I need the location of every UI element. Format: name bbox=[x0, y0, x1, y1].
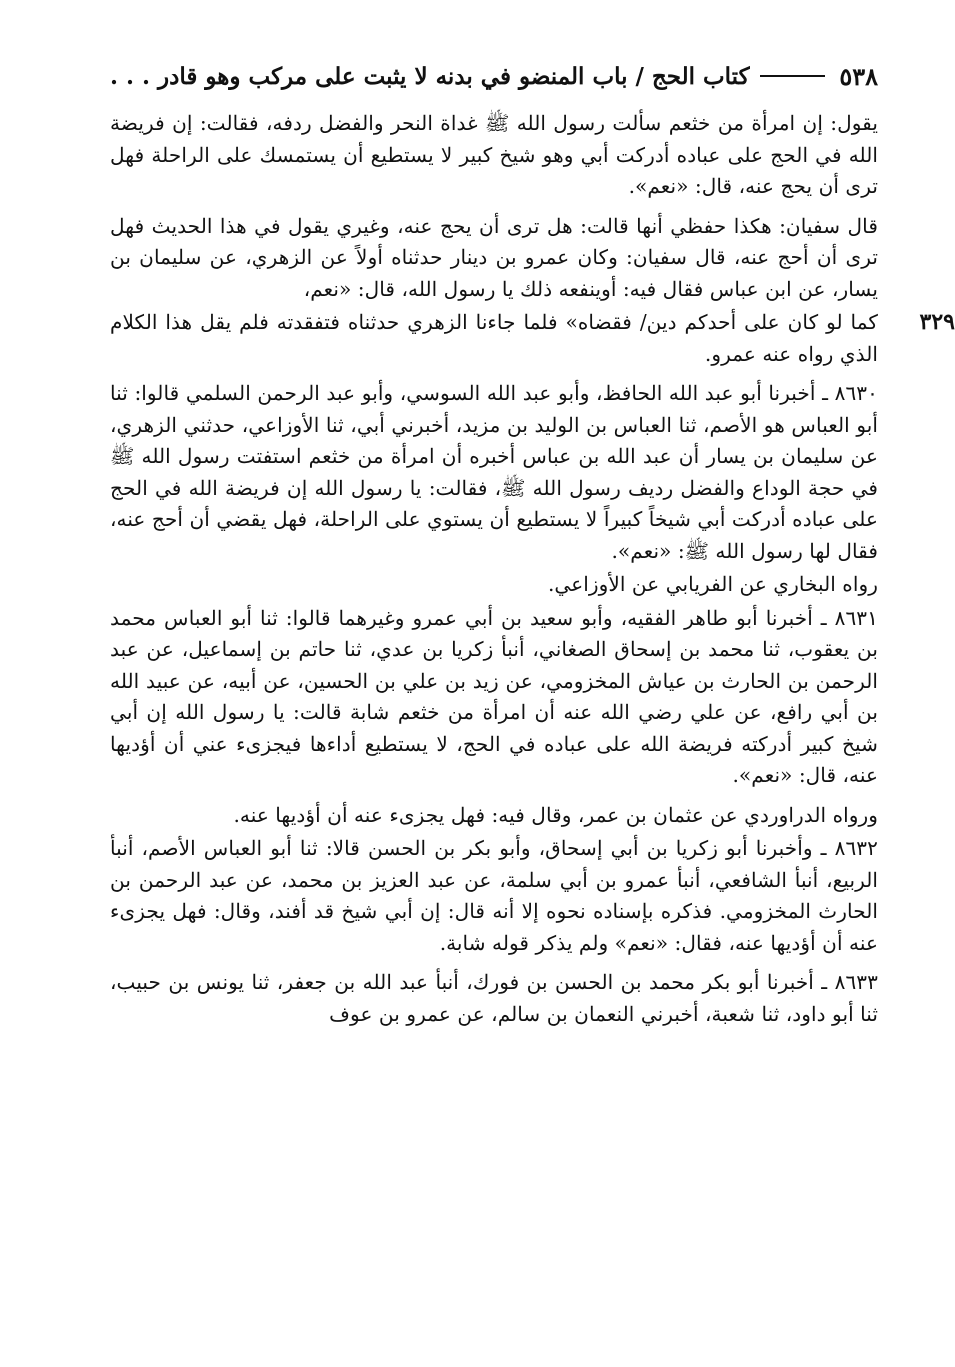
paragraph-1: يقول: إن امرأة من خثعم سألت رسول الله ﷺ غداة النحر والفضل ردفه، فقالت: إن فريضة الله في الحج على عباده أدركت أبي وهو شيخ كبير لا يستطيع أن يستمسك على الراحلة فهل ترى أن يحج عنه، قال: «نعم». bbox=[110, 111, 878, 198]
hadith-8631: ٨٦٣١ ـ أخبرنا أبو طاهر الفقيه، وأبو سعيد بن أبي عمرو وغيرهما قالوا: ثنا أبو العباس محمد بن يعقوب، ثنا محمد بن إسحاق الصغاني، أنبأ زكريا بن عدي، ثنا حاتم بن إسماعيل، عن عبد الرحمن بن الحارث بن عياش المخزومي، عن زيد بن علي بن الحسين، عن أبيه، عن عبيد الله بن أبي رافع، عن علي رضي الله عنه أن امرأة من خثعم شابة قالت: يا رسول الله إن أبي شيخ كبير أدركته فريضة الله على عباده في الحج، لا يستطيع أداءها فيجزىء عني أن أؤديها عنه، قال: «نعم». bbox=[110, 605, 878, 787]
hadith-8632: ٨٦٣٢ ـ وأخبرنا أبو زكريا بن أبي إسحاق، وأبو بكر بن الحسن قالا: ثنا أبو العباس الأصم، أنبأ الربيع، أنبأ الشافعي، أنبأ عمرو بن أبي سلمة، عن عبد العزيز بن محمد، عن عبد الرحمن بن الحارث المخزومي. فذكره بإسناده نحوه إلا أنه قال: إن أبي شيخ قد أفند، وقال: فهل يجزىء عنه أن أؤديها عنه، فقال: «نعم» ولم يذكر قوله شابة. bbox=[110, 836, 878, 955]
margin-page-reference: ٣٢٩ bbox=[919, 309, 955, 335]
hadith-8633: ٨٦٣٣ ـ أخبرنا أبو بكر محمد بن الحسن بن فورك، أنبأ عبد الله بن جعفر، ثنا يونس بن حبيب، ثنا أبو داود، ثنا شعبة، أخبرني النعمان بن سالم، عن عمرو بن عوف bbox=[110, 970, 878, 1026]
paragraph-2: قال سفيان: هكذا حفظي أنها قالت: هل ترى أن يحج عنه، وغيري يقول في هذا الحديث فهل ترى أن أحج عنه، قال سفيان: وكان عمرو بن دينار حدثناه أولاً عن الزهري، عن سليمان بن يسار، عن ابن عباس فقال فيه: أوينفعه ذلك يا رسول الله، قال: «نعم، bbox=[110, 213, 878, 301]
page-number: ٥٣٨ bbox=[839, 61, 878, 91]
paragraph-bukhari: رواه البخاري عن الفريابي عن الأوزاعي. bbox=[547, 572, 878, 596]
page-body bbox=[110, 108, 955, 1038]
header-rule bbox=[760, 75, 826, 77]
hadith-8630: ٨٦٣٠ ـ أخبرنا أبو عبد الله الحافظ، وأبو عبد الله السوسي، وأبو عبد الرحمن السلمي قالوا: ثنا أبو العباس هو الأصم، ثنا العباس بن الوليد بن مزيد، أخبرني أبي، ثنا الأوزاعي، حدثني الزهري، عن سليمان بن يسار أن عبد الله بن عباس أخبره أن امرأة من خثعم استفتت رسول الله ﷺ في حجة الوداع والفضل رديف رسول الله ﷺ، فقالت: يا رسول الله إن فريضة الله في الحج على عباده أدركت أبي شيخاً كبيراً لا يستطيع أن يستوي على الراحلة، فهل يقضي أن أحج عنه، فقال لها رسول الله ﷺ: «نعم». bbox=[110, 381, 878, 563]
paragraph-3-text: كما لو كان على أحدكم دين/ فقضاه» فلما جاءنا الزهري حدثناه فتفقدته فلم يقل هذا الكلام الذي رواه عنه عمرو. bbox=[110, 310, 878, 366]
running-title: كتاب الحج / باب المنضو في بدنه لا يثبت على مركب وهو قادر . . . bbox=[110, 62, 750, 90]
page-header bbox=[110, 50, 878, 102]
paragraph-darawardi: ورواه الدراوردي عن عثمان بن عمر، وقال فيه: فهل يجزىء عنه أن أؤديها عنه. bbox=[233, 802, 878, 827]
paragraph-3 bbox=[110, 307, 955, 370]
